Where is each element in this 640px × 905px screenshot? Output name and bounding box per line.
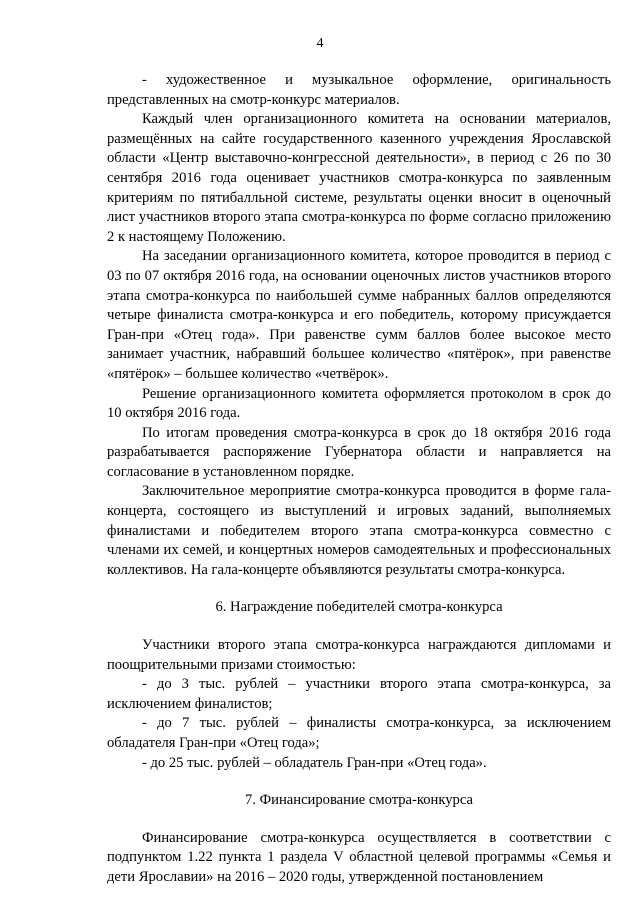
paragraph: Финансирование смотра-конкурса осуществляется в соответствии с подпунктом 1.22 пункта 1 раздела V областной целевой программы «Семья и дети Ярославии» на 2016 – 2020 годы, утвержденной постановлением xyxy=(107,829,611,885)
spacer xyxy=(107,580,611,598)
paragraph: - художественное и музыкальное оформление, оригинальность представленных на смотр-конкурс материалов. xyxy=(107,72,611,108)
section-heading: 6. Награждение победителей смотра-конкурса xyxy=(215,599,503,616)
section-heading: 7. Финансирование смотра-конкурса xyxy=(245,792,473,809)
list-item: - до 3 тыс. рублей – участники второго этапа смотра-конкурса, за исключением финалистов; xyxy=(107,676,611,712)
spacer xyxy=(107,811,611,829)
paragraph: Участники второго этапа смотра-конкурса награждаются дипломами и поощрительными призами стоимостью: xyxy=(107,637,611,673)
paragraph: Каждый член организационного комитета на основании материалов, размещённых на сайте государственного казенного учреждения Ярославской области «Центр выставочно-конгрессной деятельности», в период с 26 по 30 сентября 2016 года оценивает участников смотра-конкурса по заявленным критериям по пятибалльной системе, результаты оценки вносит в оценочный лист участников второго этапа смотра-конкурса по форме согласно приложению 2 к настоящему Положению. xyxy=(107,111,611,245)
paragraph: На заседании организационного комитета, которое проводится в период с 03 по 07 октября 2016 года, на основании оценочных листов участников второго этапа смотра-конкурса по наибольшей сумме набранных баллов определяются четыре финалиста смотра-конкурса и его победитель, которому присуждается Гран-при «Отец года». При равенстве сумм баллов более высокое место занимает участник, набравший большее количество «пятёрок», при равенстве «пятёрок» – большее количество «четвёрок». xyxy=(107,248,611,382)
list-item: - до 7 тыс. рублей – финалисты смотра-конкурса, за исключением обладателя Гран-при «Отец года»; xyxy=(107,715,611,751)
paragraph: Решение организационного комитета оформляется протоколом в срок до 10 октября 2016 года. xyxy=(107,385,611,422)
paragraph: По итогам проведения смотра-конкурса в срок до 18 октября 2016 года разрабатывается распоряжение Губернатора области и направляется на согласование в установленном порядке. xyxy=(107,424,611,480)
list-item: - до 25 тыс. рублей – обладатель Гран-при «Отец года». xyxy=(142,754,487,771)
spacer xyxy=(107,618,611,636)
paragraph: Заключительное мероприятие смотра-конкурса проводится в форме гала-концерта, состоящего из выступлений и игровых заданий, выполняемых финалистами и победителем второго этапа смотра-конкурса совместно с членами их семей, и концертных номеров самодеятельных и профессиональных коллективов. На гала-концерте объявляются результаты смотра-конкурса. xyxy=(107,483,611,578)
page-number: 4 xyxy=(316,36,324,51)
document-body xyxy=(107,71,611,888)
spacer xyxy=(107,773,611,791)
